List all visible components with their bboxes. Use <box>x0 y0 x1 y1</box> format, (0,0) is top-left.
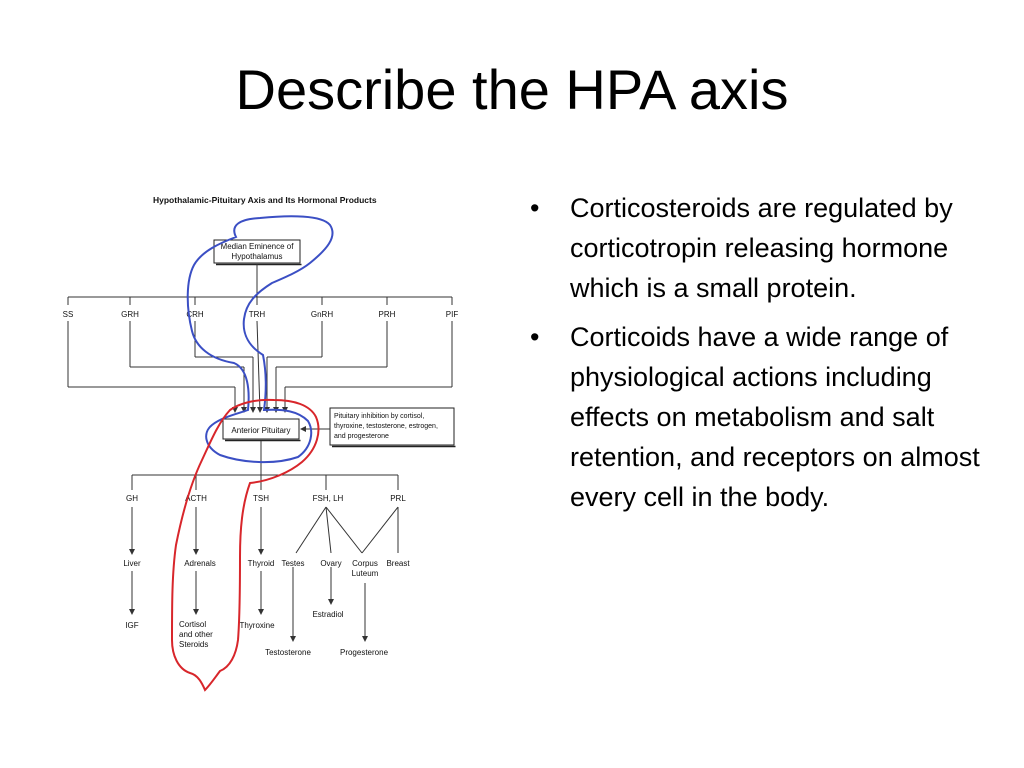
bullet-item <box>530 188 980 308</box>
hormone-label-gnrh: GnRH <box>310 310 334 319</box>
pituitary-hormone-prl: PRL <box>390 494 406 503</box>
hormone-label-grh: GRH <box>121 310 139 319</box>
inhibition-label: Pituitary inhibition by cortisol, <box>334 413 425 420</box>
target-corpus-luteum: Corpus <box>352 559 378 568</box>
bullet-text: Corticoids have a wide range of physiological actions including effects on metabolism and salt retention, and receptors on almost every cell in the body. <box>570 322 980 512</box>
hormone-label-ss: SS <box>62 310 74 319</box>
diagram-title: Hypothalamic-Pituitary Axis and Its Hormonal Products <box>153 195 377 205</box>
product-cortisol: Steroids <box>179 640 209 649</box>
target-thyroid: Thyroid <box>247 559 275 568</box>
pituitary-hormone-fsh-lh: FSH, LH <box>312 494 344 503</box>
bullet-list <box>530 188 980 526</box>
hpa-axis-diagram <box>60 185 470 695</box>
product-cortisol: and other <box>179 630 213 639</box>
median-eminence-label: Median Eminence of <box>220 242 294 251</box>
product-cortisol: Cortisol <box>179 620 207 629</box>
pituitary-hormone-acth: ACTH <box>185 494 207 503</box>
bullet-glyph: • <box>530 322 540 352</box>
product-igf: IGF <box>125 621 139 630</box>
target-corpus-luteum: Luteum <box>351 569 379 578</box>
bullet-text: Corticosteroids are regulated by corticotropin releasing hormone which is a small protein. <box>570 193 953 303</box>
pituitary-hormone-gh: GH <box>126 494 138 503</box>
target-ovary: Ovary <box>320 559 342 568</box>
pituitary-hormone-tsh: TSH <box>253 494 269 503</box>
hormone-label-trh: TRH <box>248 310 266 319</box>
product-testosterone: Testosterone <box>265 648 311 657</box>
anterior-pituitary-label: Anterior Pituitary <box>231 426 291 435</box>
inhibition-label: thyroxine, testosterone, estrogen, <box>334 423 438 430</box>
bullet-item <box>530 317 980 517</box>
target-breast: Breast <box>386 559 410 568</box>
target-liver: Liver <box>123 559 141 568</box>
target-testes: Testes <box>281 559 305 568</box>
median-eminence-label: Hypothalamus <box>231 252 283 261</box>
hormone-label-pif: PIF <box>445 310 459 319</box>
inhibition-label: and progesterone <box>334 433 389 440</box>
hormone-label-prh: PRH <box>378 310 396 319</box>
product-thyroxine: Thyroxine <box>239 621 275 630</box>
bullet-glyph: • <box>530 193 540 223</box>
hormone-label-crh: CRH <box>186 310 204 319</box>
target-adrenals: Adrenals <box>184 559 216 568</box>
product-estradiol: Estradiol <box>312 610 344 619</box>
hypothalamic-connectors <box>68 264 452 411</box>
slide-title: Describe the HPA axis <box>235 58 789 121</box>
inhibition-arrowhead <box>300 426 306 432</box>
product-progesterone: Progesterone <box>339 648 389 657</box>
